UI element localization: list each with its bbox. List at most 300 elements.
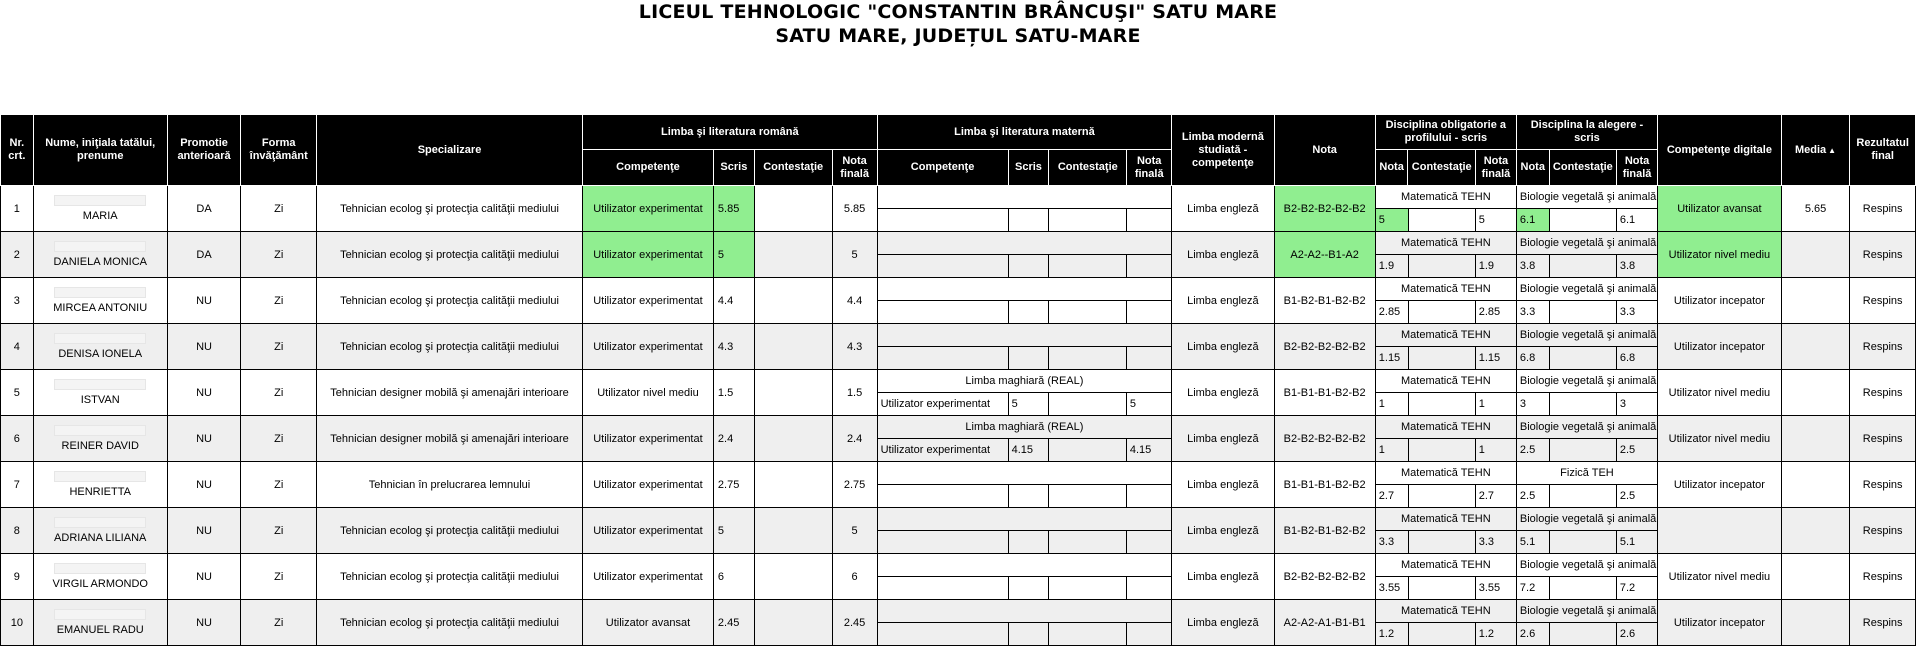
alegere-subtable — [1517, 508, 1657, 553]
obl-disciplina: Matematică TEHN — [1376, 186, 1516, 209]
cell-media — [1781, 232, 1850, 278]
results-body — [1, 186, 1916, 646]
cell-media — [1781, 324, 1850, 370]
cell-promotie: NU — [167, 278, 241, 324]
cell-media — [1781, 416, 1850, 462]
cell-nota-competente: B1-B2-B1-B2-B2 — [1274, 508, 1375, 554]
redacted-surname — [54, 241, 146, 252]
obligatorie-subtable — [1376, 278, 1516, 323]
cell-rezultat-final: Respins — [1850, 186, 1916, 232]
cell-rom-nota-finala: 5.85 — [832, 186, 877, 232]
cell-nume — [33, 416, 167, 462]
cell-rom-scris: 4.3 — [713, 324, 754, 370]
limba-materna-subtable — [878, 278, 1172, 323]
mat-scris — [1008, 209, 1049, 232]
col-mat-contestatie[interactable]: Contestaţie — [1049, 150, 1127, 186]
cell-nr: 9 — [1, 554, 34, 600]
cell-limba-materna — [877, 508, 1172, 554]
limba-materna-subtable — [878, 370, 1172, 415]
mat-competente — [878, 347, 1008, 370]
cell-disciplina-obligatorie — [1375, 600, 1516, 646]
table-row — [1, 278, 1916, 324]
col-rezultat-final[interactable]: Rezultatul final — [1850, 115, 1916, 186]
col-alg-nota-finala[interactable]: Nota finală — [1617, 150, 1658, 186]
col-rom-competente[interactable]: Competenţe — [583, 150, 714, 186]
mat-disciplina — [878, 508, 1172, 531]
obl-contestatie — [1408, 209, 1475, 232]
cell-nume — [33, 232, 167, 278]
cell-limba-materna — [877, 370, 1172, 416]
alg-nota-finala: 6.1 — [1616, 209, 1657, 232]
mat-scris — [1008, 577, 1049, 600]
cell-promotie: NU — [167, 370, 241, 416]
alg-contestatie — [1549, 393, 1616, 416]
cell-media: 5.65 — [1781, 186, 1850, 232]
alg-disciplina: Biologie vegetală şi animală — [1517, 278, 1657, 301]
cell-rom-competente: Utilizator experimentat — [583, 508, 714, 554]
cell-media — [1781, 554, 1850, 600]
mat-competente — [878, 255, 1008, 278]
alg-disciplina: Biologie vegetală şi animală — [1517, 600, 1657, 623]
cell-promotie: NU — [167, 508, 241, 554]
col-specializare[interactable]: Specializare — [317, 115, 583, 186]
cell-disciplina-alegere — [1516, 600, 1657, 646]
obl-nota: 2.7 — [1376, 485, 1408, 508]
cell-rom-scris: 2.4 — [713, 416, 754, 462]
cell-rom-competente: Utilizator experimentat — [583, 462, 714, 508]
alg-nota: 2.5 — [1517, 485, 1549, 508]
cell-rom-contestatie — [754, 370, 832, 416]
col-limba-moderna[interactable]: Limba modernă studiată - competenţe — [1172, 115, 1274, 186]
cell-specializare: Tehnician în prelucrarea lemnului — [317, 462, 583, 508]
limba-materna-subtable — [878, 508, 1172, 553]
mat-nota-finala — [1126, 623, 1171, 646]
cell-media — [1781, 508, 1850, 554]
cell-rom-scris: 2.75 — [713, 462, 754, 508]
redacted-surname — [54, 609, 146, 620]
obligatorie-subtable — [1376, 186, 1516, 231]
alg-disciplina: Biologie vegetală şi animală — [1517, 186, 1657, 209]
obl-nota: 2.85 — [1376, 301, 1408, 324]
cell-limba-materna — [877, 416, 1172, 462]
student-name: MIRCEA ANTONIU — [53, 302, 148, 314]
mat-contestatie — [1049, 209, 1126, 232]
obl-contestatie — [1408, 485, 1475, 508]
mat-nota-finala: 5 — [1126, 393, 1171, 416]
limba-materna-subtable — [878, 554, 1172, 599]
obl-disciplina: Matematică TEHN — [1376, 508, 1516, 531]
mat-scris — [1008, 255, 1049, 278]
mat-scris — [1008, 347, 1049, 370]
cell-rom-scris: 5 — [713, 508, 754, 554]
cell-rom-nota-finala: 2.4 — [832, 416, 877, 462]
cell-nota-competente: A2-A2--B1-A2 — [1274, 232, 1375, 278]
redacted-surname — [54, 563, 146, 574]
redacted-surname — [54, 425, 146, 436]
alegere-subtable — [1517, 600, 1657, 645]
cell-rom-competente: Utilizator experimentat — [583, 232, 714, 278]
mat-contestatie — [1049, 485, 1126, 508]
alg-nota: 6.1 — [1517, 209, 1549, 232]
alg-disciplina: Biologie vegetală şi animală — [1517, 508, 1657, 531]
alegere-subtable — [1517, 462, 1657, 507]
alg-nota: 5.1 — [1517, 531, 1549, 554]
mat-competente — [878, 209, 1008, 232]
cell-disciplina-alegere — [1516, 462, 1657, 508]
cell-nume — [33, 186, 167, 232]
cell-limba-materna — [877, 462, 1172, 508]
cell-limba-moderna: Limba engleză — [1172, 416, 1274, 462]
alegere-subtable — [1517, 370, 1657, 415]
obl-disciplina: Matematică TEHN — [1376, 370, 1516, 393]
obl-nota-finala: 1 — [1475, 393, 1516, 416]
cell-rezultat-final: Respins — [1850, 324, 1916, 370]
alg-contestatie — [1549, 439, 1616, 462]
cell-rom-contestatie — [754, 278, 832, 324]
mat-disciplina — [878, 600, 1172, 623]
school-location: SATU MARE, JUDEȚUL SATU-MARE — [775, 25, 1141, 47]
mat-disciplina — [878, 554, 1172, 577]
sort-ascending-icon: ▲ — [1828, 145, 1837, 155]
alg-nota: 3 — [1517, 393, 1549, 416]
col-media-label: Media — [1794, 143, 1827, 156]
cell-disciplina-alegere — [1516, 508, 1657, 554]
obl-contestatie — [1408, 577, 1475, 600]
cell-specializare: Tehnician ecolog şi protecţia calităţii mediului — [317, 186, 583, 232]
student-name: EMANUEL RADU — [56, 624, 144, 636]
obl-contestatie — [1408, 255, 1475, 278]
alegere-subtable — [1517, 554, 1657, 599]
col-group-limba-romana: Limba şi literatura română — [583, 115, 878, 150]
cell-forma: Zi — [241, 324, 317, 370]
obl-nota-finala: 1.2 — [1475, 623, 1516, 646]
col-alg-nota[interactable]: Nota — [1516, 150, 1549, 186]
mat-scris: 5 — [1008, 393, 1049, 416]
cell-rezultat-final: Respins — [1850, 232, 1916, 278]
cell-rom-contestatie — [754, 232, 832, 278]
cell-limba-moderna: Limba engleză — [1172, 324, 1274, 370]
cell-rom-competente: Utilizator nivel mediu — [583, 370, 714, 416]
alegere-subtable — [1517, 324, 1657, 369]
alg-nota-finala: 5.1 — [1616, 531, 1657, 554]
limba-materna-subtable — [878, 416, 1172, 461]
table-row — [1, 508, 1916, 554]
cell-disciplina-obligatorie — [1375, 370, 1516, 416]
cell-promotie: NU — [167, 462, 241, 508]
mat-disciplina — [878, 232, 1172, 255]
student-name: DENISA IONELA — [58, 348, 143, 360]
col-rom-scris[interactable]: Scris — [713, 150, 754, 186]
obl-nota-finala: 3.55 — [1475, 577, 1516, 600]
cell-rom-contestatie — [754, 508, 832, 554]
col-competente-digitale[interactable]: Competenţe digitale — [1658, 115, 1782, 186]
alg-nota: 3.8 — [1517, 255, 1549, 278]
alg-nota-finala: 3 — [1616, 393, 1657, 416]
cell-nr: 3 — [1, 278, 34, 324]
cell-limba-moderna: Limba engleză — [1172, 232, 1274, 278]
alg-disciplina: Biologie vegetală şi animală — [1517, 324, 1657, 347]
cell-rom-nota-finala: 2.75 — [832, 462, 877, 508]
redacted-surname — [54, 517, 146, 528]
alg-nota: 2.5 — [1517, 439, 1549, 462]
obl-nota: 1 — [1376, 439, 1408, 462]
mat-contestatie — [1049, 577, 1126, 600]
student-name: REINER DAVID — [61, 440, 139, 452]
cell-rom-nota-finala: 2.45 — [832, 600, 877, 646]
alg-nota-finala: 2.6 — [1616, 623, 1657, 646]
cell-rom-scris: 5 — [713, 232, 754, 278]
mat-contestatie — [1049, 393, 1126, 416]
cell-limba-moderna: Limba engleză — [1172, 370, 1274, 416]
cell-nota-competente: A2-A2-A1-B1-B1 — [1274, 600, 1375, 646]
cell-disciplina-obligatorie — [1375, 324, 1516, 370]
cell-specializare: Tehnician ecolog şi protecţia calităţii mediului — [317, 232, 583, 278]
limba-materna-subtable — [878, 462, 1172, 507]
obl-nota: 5 — [1376, 209, 1408, 232]
cell-nr: 6 — [1, 416, 34, 462]
cell-disciplina-obligatorie — [1375, 416, 1516, 462]
col-forma[interactable]: Forma învăţământ — [241, 115, 317, 186]
obl-disciplina: Matematică TEHN — [1376, 554, 1516, 577]
cell-disciplina-alegere — [1516, 324, 1657, 370]
cell-specializare: Tehnician ecolog şi protecţia calităţii mediului — [317, 600, 583, 646]
obl-nota-finala: 2.85 — [1475, 301, 1516, 324]
cell-rom-nota-finala: 1.5 — [832, 370, 877, 416]
cell-disciplina-alegere — [1516, 554, 1657, 600]
mat-nota-finala — [1126, 209, 1171, 232]
cell-rom-nota-finala: 5 — [832, 232, 877, 278]
col-promotie[interactable]: Promotie anterioară — [167, 115, 241, 186]
mat-contestatie — [1049, 531, 1126, 554]
cell-competente-digitale: Utilizator nivel mediu — [1658, 232, 1782, 278]
col-mat-nota-finala[interactable]: Nota finală — [1127, 150, 1172, 186]
cell-rom-contestatie — [754, 186, 832, 232]
cell-rom-nota-finala: 4.3 — [832, 324, 877, 370]
limba-materna-subtable — [878, 600, 1172, 645]
cell-competente-digitale — [1658, 508, 1782, 554]
cell-nr: 4 — [1, 324, 34, 370]
cell-forma: Zi — [241, 600, 317, 646]
col-group-disciplina-alegere: Disciplina la alegere - scris — [1516, 115, 1657, 150]
mat-disciplina: Limba maghiară (REAL) — [878, 416, 1172, 439]
alg-nota-finala: 2.5 — [1616, 439, 1657, 462]
cell-rom-nota-finala: 5 — [832, 508, 877, 554]
col-obl-nota[interactable]: Nota — [1375, 150, 1408, 186]
cell-rom-competente: Utilizator experimentat — [583, 278, 714, 324]
mat-disciplina — [878, 186, 1172, 209]
obl-nota-finala: 5 — [1475, 209, 1516, 232]
obl-disciplina: Matematică TEHN — [1376, 278, 1516, 301]
cell-rezultat-final: Respins — [1850, 370, 1916, 416]
cell-disciplina-obligatorie — [1375, 508, 1516, 554]
limba-materna-subtable — [878, 186, 1172, 231]
cell-nume — [33, 600, 167, 646]
mat-disciplina — [878, 278, 1172, 301]
student-name: ISTVAN — [80, 394, 120, 406]
cell-disciplina-alegere — [1516, 232, 1657, 278]
student-name: VIRGIL ARMONDO — [52, 578, 148, 590]
mat-contestatie — [1049, 301, 1126, 324]
cell-nota-competente: B1-B1-B1-B2-B2 — [1274, 462, 1375, 508]
table-row — [1, 416, 1916, 462]
cell-rezultat-final: Respins — [1850, 508, 1916, 554]
cell-specializare: Tehnician ecolog şi protecţia calităţii mediului — [317, 278, 583, 324]
alg-disciplina: Biologie vegetală şi animală — [1517, 416, 1657, 439]
cell-limba-moderna: Limba engleză — [1172, 508, 1274, 554]
cell-nr: 2 — [1, 232, 34, 278]
obl-nota: 1.15 — [1376, 347, 1408, 370]
cell-rom-contestatie — [754, 324, 832, 370]
obl-disciplina: Matematică TEHN — [1376, 324, 1516, 347]
cell-rom-contestatie — [754, 554, 832, 600]
cell-forma: Zi — [241, 278, 317, 324]
cell-disciplina-obligatorie — [1375, 232, 1516, 278]
cell-limba-materna — [877, 278, 1172, 324]
table-row — [1, 462, 1916, 508]
obl-disciplina: Matematică TEHN — [1376, 600, 1516, 623]
cell-promotie: NU — [167, 600, 241, 646]
redacted-surname — [54, 287, 146, 298]
cell-rom-competente: Utilizator experimentat — [583, 186, 714, 232]
school-name: LICEUL TEHNOLOGIC "CONSTANTIN BRÂNCUŞI" SATU MARE — [638, 1, 1278, 23]
mat-scris: 4.15 — [1008, 439, 1049, 462]
cell-nume — [33, 370, 167, 416]
cell-competente-digitale: Utilizator avansat — [1658, 186, 1782, 232]
student-name: MARIA — [82, 210, 118, 222]
cell-limba-materna — [877, 324, 1172, 370]
cell-limba-moderna: Limba engleză — [1172, 554, 1274, 600]
mat-scris — [1008, 531, 1049, 554]
redacted-surname — [54, 471, 146, 482]
cell-competente-digitale: Utilizator incepator — [1658, 278, 1782, 324]
mat-competente: Utilizator experimentat — [878, 439, 1008, 462]
cell-competente-digitale: Utilizator incepator — [1658, 324, 1782, 370]
alg-nota: 2.6 — [1517, 623, 1549, 646]
col-alg-contestatie[interactable]: Contestaţie — [1549, 150, 1617, 186]
cell-media — [1781, 370, 1850, 416]
cell-disciplina-obligatorie — [1375, 186, 1516, 232]
col-nume[interactable]: Nume, iniţiala tatălui, prenume — [33, 115, 167, 186]
cell-disciplina-obligatorie — [1375, 278, 1516, 324]
alg-disciplina: Biologie vegetală şi animală — [1517, 554, 1657, 577]
cell-limba-moderna: Limba engleză — [1172, 186, 1274, 232]
cell-limba-materna — [877, 186, 1172, 232]
col-rom-nota-finala[interactable]: Nota finală — [832, 150, 877, 186]
obl-nota-finala: 1 — [1475, 439, 1516, 462]
cell-nota-competente: B2-B2-B2-B2-B2 — [1274, 554, 1375, 600]
alg-contestatie — [1549, 209, 1616, 232]
col-nr-crt[interactable]: Nr. crt. — [1, 115, 34, 186]
limba-materna-subtable — [878, 232, 1172, 277]
limba-materna-subtable — [878, 324, 1172, 369]
cell-competente-digitale: Utilizator nivel mediu — [1658, 370, 1782, 416]
mat-contestatie — [1049, 347, 1126, 370]
obl-disciplina: Matematică TEHN — [1376, 416, 1516, 439]
cell-disciplina-alegere — [1516, 416, 1657, 462]
mat-competente — [878, 301, 1008, 324]
mat-nota-finala — [1126, 577, 1171, 600]
col-mat-scris[interactable]: Scris — [1008, 150, 1049, 186]
obl-nota-finala: 2.7 — [1475, 485, 1516, 508]
cell-nr: 1 — [1, 186, 34, 232]
cell-specializare: Tehnician ecolog şi protecţia calităţii mediului — [317, 508, 583, 554]
cell-competente-digitale: Utilizator nivel mediu — [1658, 416, 1782, 462]
cell-competente-digitale: Utilizator incepator — [1658, 462, 1782, 508]
cell-forma: Zi — [241, 554, 317, 600]
cell-promotie: NU — [167, 416, 241, 462]
cell-rom-contestatie — [754, 462, 832, 508]
obligatorie-subtable — [1376, 370, 1516, 415]
redacted-surname — [54, 195, 146, 206]
alg-disciplina: Biologie vegetală şi animală — [1517, 370, 1657, 393]
cell-rom-contestatie — [754, 416, 832, 462]
cell-disciplina-alegere — [1516, 186, 1657, 232]
cell-limba-moderna: Limba engleză — [1172, 278, 1274, 324]
cell-limba-materna — [877, 600, 1172, 646]
cell-rom-nota-finala: 4.4 — [832, 278, 877, 324]
col-nota-lm[interactable]: Nota — [1274, 115, 1375, 186]
cell-media — [1781, 278, 1850, 324]
cell-rom-nota-finala: 6 — [832, 554, 877, 600]
cell-rom-competente: Utilizator avansat — [583, 600, 714, 646]
cell-promotie: DA — [167, 186, 241, 232]
mat-contestatie — [1049, 623, 1126, 646]
mat-competente — [878, 531, 1008, 554]
cell-nota-competente: B2-B2-B2-B2-B2 — [1274, 324, 1375, 370]
cell-rom-scris: 6 — [713, 554, 754, 600]
alg-contestatie — [1549, 301, 1616, 324]
obligatorie-subtable — [1376, 232, 1516, 277]
alg-nota-finala: 2.5 — [1616, 485, 1657, 508]
obligatorie-subtable — [1376, 324, 1516, 369]
cell-rezultat-final: Respins — [1850, 462, 1916, 508]
mat-nota-finala — [1126, 485, 1171, 508]
mat-nota-finala: 4.15 — [1126, 439, 1171, 462]
cell-disciplina-obligatorie — [1375, 554, 1516, 600]
col-mat-competente[interactable]: Competenţe — [877, 150, 1008, 186]
cell-nume — [33, 324, 167, 370]
mat-disciplina: Limba maghiară (REAL) — [878, 370, 1172, 393]
cell-forma: Zi — [241, 370, 317, 416]
cell-limba-materna — [877, 554, 1172, 600]
obl-disciplina: Matematică TEHN — [1376, 232, 1516, 255]
cell-rom-scris: 1.5 — [713, 370, 754, 416]
alg-contestatie — [1549, 347, 1616, 370]
mat-scris — [1008, 623, 1049, 646]
cell-rom-competente: Utilizator experimentat — [583, 554, 714, 600]
col-media[interactable] — [1781, 115, 1850, 186]
alg-contestatie — [1549, 255, 1616, 278]
col-group-disciplina-obligatorie: Disciplina obligatorie a profilului - scris — [1375, 115, 1516, 150]
redacted-surname — [54, 333, 146, 344]
mat-contestatie — [1049, 255, 1126, 278]
results-table — [0, 114, 1916, 646]
table-row — [1, 186, 1916, 232]
col-obl-nota-finala[interactable]: Nota finală — [1475, 150, 1516, 186]
cell-nr: 7 — [1, 462, 34, 508]
alegere-subtable — [1517, 232, 1657, 277]
cell-limba-moderna: Limba engleză — [1172, 462, 1274, 508]
cell-specializare: Tehnician designer mobilă şi amenajări interioare — [317, 416, 583, 462]
cell-rom-competente: Utilizator experimentat — [583, 324, 714, 370]
obl-disciplina: Matematică TEHN — [1376, 462, 1516, 485]
col-obl-contestatie[interactable]: Contestaţie — [1408, 150, 1476, 186]
col-rom-contestatie[interactable]: Contestaţie — [754, 150, 832, 186]
obl-nota: 1 — [1376, 393, 1408, 416]
mat-disciplina — [878, 462, 1172, 485]
obl-contestatie — [1408, 347, 1475, 370]
cell-nr: 8 — [1, 508, 34, 554]
